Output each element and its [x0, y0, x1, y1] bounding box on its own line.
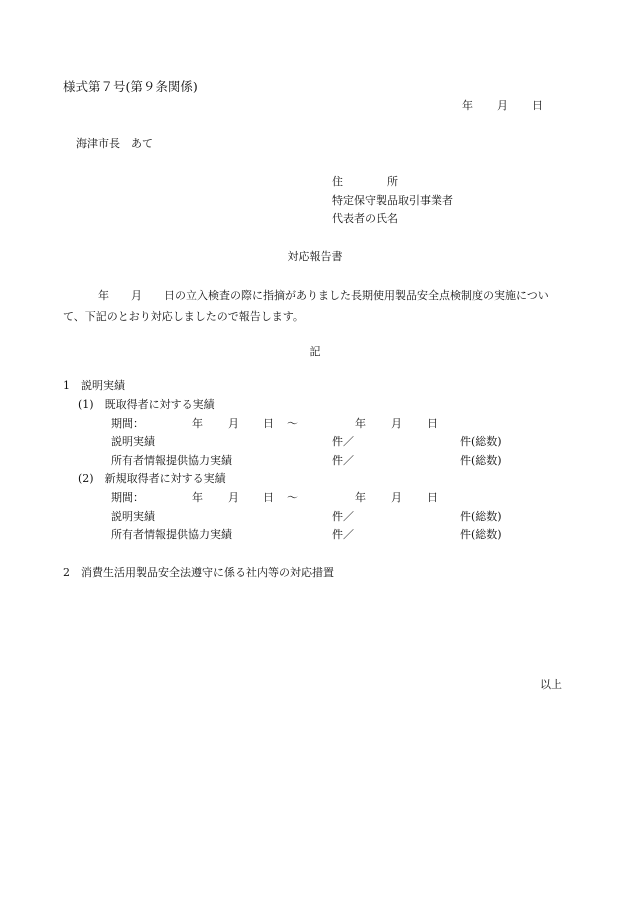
date-day: 日	[532, 99, 543, 112]
period-label: 期間：	[111, 417, 144, 430]
owner-label: 所有者情報提供協力実績	[111, 454, 232, 467]
body-paragraph: 年 月 日の立入検査の際に指摘がありました長期使用製品安全点検制度の実施について、下記のとおり対応しましたので報告します。	[63, 289, 549, 323]
start-month: 月	[228, 417, 239, 430]
end-day: 日	[427, 491, 438, 504]
start-day: 日	[263, 417, 274, 430]
explain-label: 説明実績	[111, 435, 155, 448]
explain-label: 説明実績	[111, 510, 155, 523]
total-unit: 件(総数)	[460, 435, 502, 448]
count-unit: 件／	[332, 454, 354, 467]
start-month: 月	[228, 491, 239, 504]
end-year: 年	[355, 417, 366, 430]
sender-representative-label: 代表者の氏名	[332, 212, 398, 225]
addressee: 海津市長 あて	[76, 137, 153, 150]
end-month: 月	[391, 417, 402, 430]
owner-label: 所有者情報提供協力実績	[111, 528, 232, 541]
count-unit: 件／	[332, 435, 354, 448]
period-tilde: ～	[287, 417, 298, 430]
count-unit: 件／	[332, 528, 354, 541]
sub2-owner-row	[0, 528, 630, 542]
sub2-period-row	[0, 491, 630, 505]
sub2-heading: (2) 新規取得者に対する実績	[78, 472, 226, 485]
date-year: 年	[462, 99, 473, 112]
sender-business-label: 特定保守製品取引事業者	[332, 194, 453, 207]
period-label: 期間：	[111, 491, 144, 504]
section2-heading: 2 消費生活用製品安全法遵守に係る社内等の対応措置	[63, 566, 334, 579]
sub1-explain-row	[0, 435, 630, 449]
sub1-heading: (1) 既取得者に対する実績	[78, 398, 215, 411]
total-unit: 件(総数)	[460, 528, 502, 541]
closing-text: 以上	[540, 678, 562, 691]
document-title: 対応報告書	[287, 250, 343, 263]
start-year: 年	[192, 417, 203, 430]
start-day: 日	[263, 491, 274, 504]
date-line	[462, 99, 543, 113]
sender-address-label: 住 所	[332, 175, 398, 188]
sub1-owner-row	[0, 454, 630, 468]
end-year: 年	[355, 491, 366, 504]
period-tilde: ～	[287, 491, 298, 504]
ki-heading: 記	[309, 345, 321, 358]
date-month: 月	[497, 99, 508, 112]
sub2-explain-row	[0, 510, 630, 524]
sub1-period-row	[0, 417, 630, 431]
form-number: 様式第７号(第９条関係)	[63, 79, 198, 94]
total-unit: 件(総数)	[460, 510, 502, 523]
end-day: 日	[427, 417, 438, 430]
end-month: 月	[391, 491, 402, 504]
start-year: 年	[192, 491, 203, 504]
total-unit: 件(総数)	[460, 454, 502, 467]
count-unit: 件／	[332, 510, 354, 523]
section1-heading: 1 説明実績	[63, 379, 125, 392]
